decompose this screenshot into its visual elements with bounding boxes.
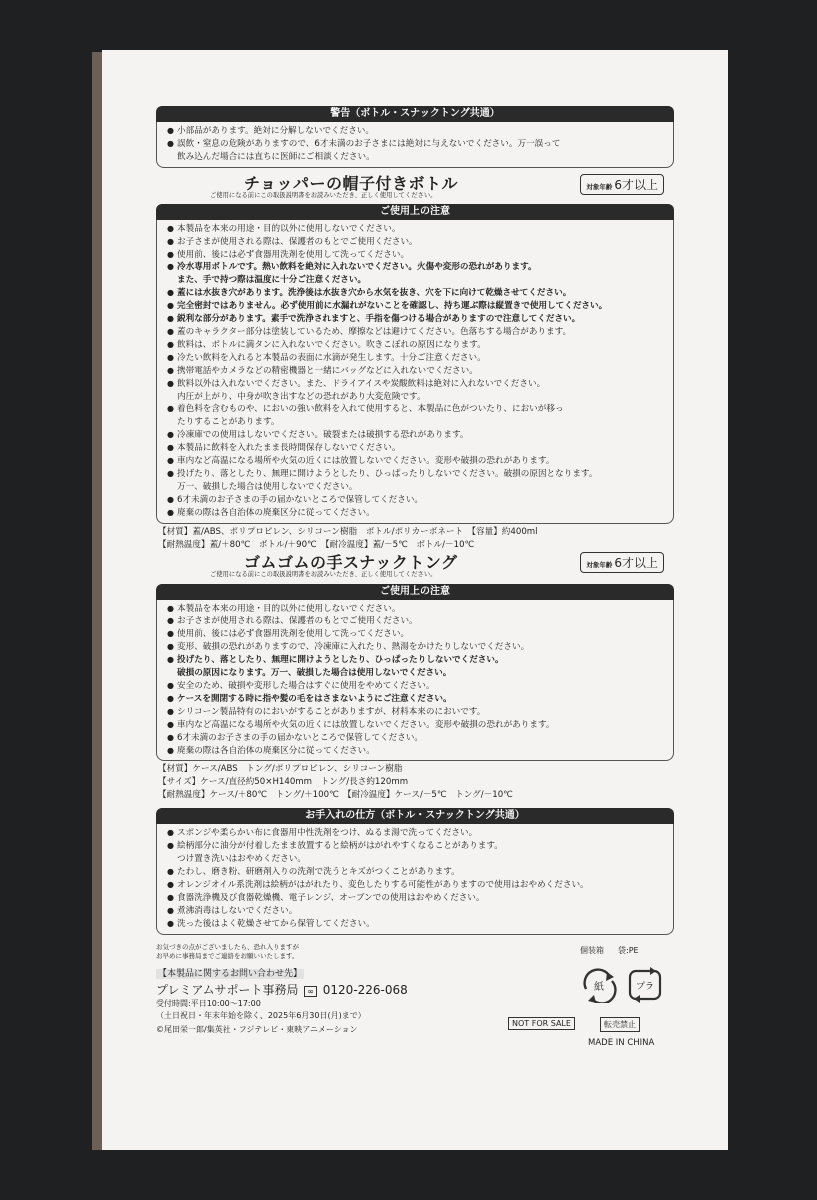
bottle-subtitle: ご使用になる前にこの取扱説明書をお読みいただき、正しく使用してください。 <box>210 191 437 199</box>
spec-line: 【材質】蓋/ABS、ポリプロピレン、シリコーン樹脂 ボトル/ポリカーボネート 【容量】約400ml <box>158 526 538 537</box>
notice-item-continuation: たりすることがあります。 <box>177 417 280 428</box>
notice-item: ● 本製品を本来の用途・目的以外に使用しないでください。 <box>167 223 665 236</box>
notice-item: ● 蓋には水抜き穴があります。洗浄後は水抜き穴から水気を抜き、穴を下に向けて乾燥させてください。 <box>167 287 665 300</box>
notice-item: ● 煮沸消毒はしないでください。 <box>167 905 665 918</box>
paper-recycle-icon <box>585 969 616 1002</box>
notice-item: ● 投げたり、落としたり、無理に開けようとしたり、ひっぱったりしないでください。 <box>167 654 665 667</box>
bottle-notes-section <box>156 204 674 524</box>
support-office: プレミアムサポート事務局 <box>156 982 299 997</box>
notice-item: ● 投げたり、落としたり、無理に開けようとしたり、ひっぱったりしないでください。破損の原因となります。 <box>167 468 665 481</box>
notice-item: ● 冷凍庫での使用はしないでください。破裂または破損する恐れがあります。 <box>167 429 665 442</box>
notice-item-continuation: また、手で持つ際は温度に十分ご注意ください。 <box>177 275 367 286</box>
resale-prohibited-badge: 転売禁止 <box>600 1017 640 1032</box>
notice-item: ● 完全密封ではありません。必ず使用前に水漏れがないことを確認し、持ち運ぶ際は縦置きで使用してください。 <box>167 300 665 313</box>
notice-item: ● 洗った後はよく乾燥させてから保管してください。 <box>167 918 665 931</box>
age-value: 6才以上 <box>614 177 658 192</box>
notice-item: ● 車内など高温になる場所や火気の近くには放置しないでください。変形や破損の恐れがあります。 <box>167 455 665 468</box>
tong-notes-section <box>156 584 674 762</box>
notice-item-continuation: 万一、破損した場合は使用しないでください。 <box>177 481 358 492</box>
tong-specs <box>156 763 674 802</box>
notice-item: ● 使用前、後には必ず食器用洗剤を使用して洗ってください。 <box>167 628 665 641</box>
notice-item: ● 本製品に飲料を入れたまま長時間保存しないでください。 <box>167 442 665 455</box>
notice-item: ● 冷たい飲料を入れると本製品の表面に水滴が発生します。十分ご注意ください。 <box>167 352 665 365</box>
bottle-title: チョッパーの帽子付きボトル <box>244 173 459 193</box>
notice-item: ● 飲料は、ボトルに満タンに入れないでください。吹きこぼれの原因になります。 <box>167 339 665 352</box>
plastic-mark-text: プラ <box>635 981 655 992</box>
notice-item: ● 絵柄部分に油分が付着したまま放置すると絵柄がはがれやすくなることがあります。 <box>167 840 665 853</box>
notice-item: ● ケースを開閉する時に指や髪の毛をはさまないようにご注意ください。 <box>167 693 665 706</box>
notice-item: ● 車内など高温になる場所や火気の近くには放置しないでください。変形や破損の恐れがあります。 <box>167 719 665 732</box>
notice-item: ● お子さまが使用される際は、保護者のもとでご使用ください。 <box>167 615 665 628</box>
warning-list <box>156 122 674 168</box>
notice-item: ● 変形、破損の恐れがありますので、冷凍庫に入れたり、熱湯をかけたりしないでください。 <box>167 641 665 654</box>
notice-item: ● 安全のため、破損や変形した場合はすぐに使用をやめてください。 <box>167 680 665 693</box>
tong-notes-header: ご使用上の注意 <box>156 584 674 600</box>
notice-item: ● スポンジや柔らかい布に食器用中性洗剤をつけ、ぬるま湯で洗ってください。 <box>167 827 665 840</box>
plastic-recycle-icon <box>630 967 660 1003</box>
notice-item: ● 飲料以外は入れないでください。また、ドライアイスや炭酸飲料は絶対に入れないでください。 <box>167 378 665 391</box>
notice-item: ● 着色料を含むものや、においの強い飲料を入れて使用すると、本製品に色がついたり、においが移っ <box>167 403 665 416</box>
notice-item: ● 廃棄の際は各自治体の廃棄区分に従ってください。 <box>167 507 665 520</box>
reception-holidays: （土日祝日・年末年始を除く、2025年6月30日(月)まで） <box>156 1010 366 1020</box>
made-in-label: MADE IN CHINA <box>588 1037 655 1048</box>
care-list <box>156 824 674 934</box>
tong-title: ゴムゴムの手スナックトング <box>244 552 458 572</box>
bottle-notes-header: ご使用上の注意 <box>156 204 674 220</box>
notice-item: ● 使用前、後には必ず食器用洗剤を使用して洗ってください。 <box>167 249 665 262</box>
notice-item: ● 冷水専用ボトルです。熱い飲料を絶対に入れないでください。火傷や変形の恐れがあります。 <box>167 261 665 274</box>
notice-item: ● 廃棄の際は各自治体の廃棄区分に従ってください。 <box>167 745 665 758</box>
paper-mark-text: 紙 <box>594 981 604 993</box>
note-line: お気づきの点がございましたら、恐れ入りますが <box>156 942 299 951</box>
notice-item-continuation: つけ置き洗いはおやめください。 <box>177 854 306 865</box>
spec-line: 【材質】ケース/ABS トング/ポリプロピレン、シリコーン樹脂 <box>158 764 403 775</box>
notice-item: ● 蓋のキャラクター部分は塗装しているため、摩擦などは避けてください。色落ちする場合があります。 <box>167 326 665 339</box>
bottle-notes-list <box>156 220 674 524</box>
spec-line: 【耐熱温度】蓋/＋80℃ ボトル/＋90℃ 【耐冷温度】蓋/－5℃ ボトル/－10℃ <box>158 539 475 550</box>
notice-item: ● 小部品があります。絶対に分解しないでください。 <box>167 125 665 138</box>
spec-line: 【耐熱温度】ケース/＋80℃ トング/＋100℃ 【耐冷温度】ケース/－5℃ トング/－10℃ <box>158 790 513 801</box>
warning-section <box>156 106 674 168</box>
notice-item-continuation: 破損の原因になります。万一、破損した場合は使用しないでください。 <box>177 668 452 679</box>
footer <box>156 943 674 1073</box>
contact-note <box>156 943 386 961</box>
phone-number: 0120-226-068 <box>322 982 408 997</box>
care-header: お手入れの仕方（ボトル・スナックトング共通） <box>156 808 674 824</box>
notice-item: ● たわし、磨き粉、研磨剤入りの洗剤で洗うとキズがつくことがあります。 <box>167 866 665 879</box>
notice-item: ● 本製品を本来の用途・目的以外に使用しないでください。 <box>167 603 665 616</box>
age-label: 対象年齢 <box>586 182 613 191</box>
care-section <box>156 808 674 934</box>
instruction-panel <box>156 106 674 1073</box>
not-for-sale-badge: NOT FOR SALE <box>508 1017 575 1030</box>
notice-item: ● 食器洗浄機及び食器乾燥機、電子レンジ、オーブンでの使用はおやめください。 <box>167 892 665 905</box>
notice-item: ● 誤飲・窒息の危険がありますので、6才未満のお子さまには絶対に与えないでください。万一誤って <box>167 138 665 151</box>
pkg-bag: 袋:PE <box>618 945 639 955</box>
notice-item: ● 鋭利な部分があります。素手で洗浄されますと、手指を傷つける場合がありますので注意してください。 <box>167 313 665 326</box>
packaging-label <box>580 945 639 956</box>
notice-item-continuation: 内圧が上がり、中身が吹き出すなどの恐れがあり大変危険です。 <box>177 391 426 402</box>
pkg-box: 個装箱 <box>580 945 604 955</box>
free-dial-icon: ∞ <box>304 986 317 997</box>
notice-item: ● 6才未満のお子さまの手の届かないところで保管してください。 <box>167 732 665 745</box>
recycle-marks-icon <box>580 965 668 1003</box>
bottle-age-badge <box>580 174 664 195</box>
warning-header: 警告（ボトル・スナックトング共通） <box>156 106 674 122</box>
spec-line: 【サイズ】ケース/直径約50×H140mm トング/長さ約120mm <box>158 777 409 788</box>
tong-age-badge <box>580 552 664 573</box>
reception-hours: 受付時間:平日10:00〜17:00 <box>156 998 261 1008</box>
bottle-specs <box>156 526 674 552</box>
product-box-back <box>102 50 728 1150</box>
tong-notes-list <box>156 600 674 762</box>
tong-subtitle: ご使用になる前にこの取扱説明書をお読みいただき、正しく使用してください。 <box>210 570 437 578</box>
notice-item: ● シリコーン製品特有のにおいがすることがありますが、材料本来のにおいです。 <box>167 706 665 719</box>
notice-item: ● お子さまが使用される際は、保護者のもとでご使用ください。 <box>167 236 665 249</box>
notice-item: ● 6才未満のお子さまの手の届かないところで保管してください。 <box>167 494 665 507</box>
copyright: ©尾田栄一郎/集英社・フジテレビ・東映アニメーション <box>156 1024 358 1034</box>
tong-title-row <box>156 552 674 588</box>
note-line: お早めに事務局までご連絡をお願いいたします。 <box>156 951 299 960</box>
age-value: 6才以上 <box>614 555 658 570</box>
notice-item-continuation: 飲み込んだ場合には直ちに医師にご相談ください。 <box>177 151 375 162</box>
notice-item: ● 携帯電話やカメラなどの精密機器と一緒にバッグなどに入れないでください。 <box>167 365 665 378</box>
inquiry-label: 【本製品に関するお問い合わせ先】 <box>158 968 303 979</box>
notice-item: ● オレンジオイル系洗剤は絵柄がはがれたり、変色したりする可能性がありますので使用はおやめください。 <box>167 879 665 892</box>
age-label: 対象年齢 <box>586 560 613 569</box>
bottle-title-row <box>156 168 674 204</box>
